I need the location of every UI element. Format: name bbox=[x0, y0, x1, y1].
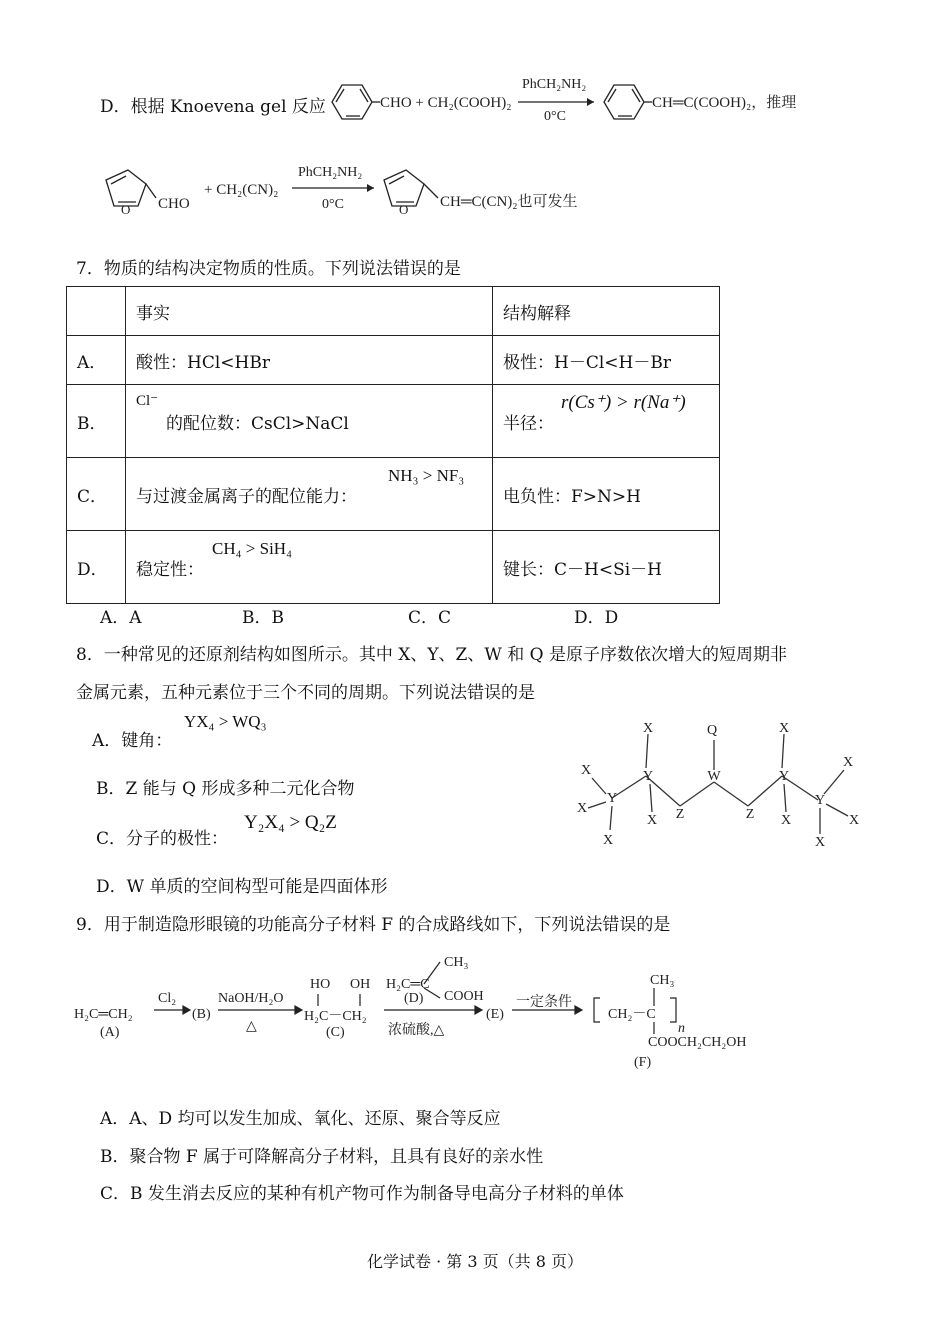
page-footer: 化学试卷 · 第 3 页（共 8 页） bbox=[367, 1252, 583, 1271]
q6d-eq2-product: CH═C(CN)₂也可发生 bbox=[440, 194, 578, 210]
q8-structure-diagram bbox=[568, 712, 868, 854]
scheme-f-ch3: CH₃ bbox=[650, 973, 675, 988]
q7-row-fact-cell bbox=[126, 458, 493, 531]
atom-x: X bbox=[580, 763, 592, 778]
q7-row-fact: 酸性：HCl<HBr bbox=[126, 336, 493, 385]
q7-header-fact: 事实 bbox=[126, 287, 493, 336]
q8-option-d: D．W 单质的空间构型可能是四面体形 bbox=[96, 877, 388, 897]
q7-row-label: D． bbox=[67, 531, 126, 604]
q7-row-explain: 极性：H－Cl<H－Br bbox=[493, 336, 720, 385]
scheme-f-n: n bbox=[678, 1021, 685, 1036]
scheme-b-label: (B) bbox=[192, 1007, 211, 1022]
q6d-equation-1 bbox=[322, 72, 822, 128]
q7-header-blank bbox=[67, 287, 126, 336]
scheme-ho: HO bbox=[310, 977, 331, 992]
scheme-d-ch3: CH₃ bbox=[444, 955, 469, 970]
q6d-prefix: D．根据 Knoevena gel 反应 bbox=[100, 97, 326, 117]
svg-text:O: O bbox=[121, 202, 131, 217]
q7-option-b: B．B bbox=[242, 608, 284, 628]
q9-synthesis-scheme bbox=[74, 948, 774, 1072]
scheme-c-label: (C) bbox=[326, 1025, 345, 1040]
q7-option-d: D．D bbox=[574, 608, 619, 628]
atom-x: X bbox=[646, 813, 658, 828]
q7-stem: 7．物质的结构决定物质的性质。下列说法错误的是 bbox=[76, 259, 461, 279]
atom-y: Y bbox=[814, 793, 826, 808]
scheme-acid: 浓硫酸,△ bbox=[388, 1023, 445, 1038]
atom-x: X bbox=[602, 833, 614, 848]
atom-z: Z bbox=[675, 807, 685, 822]
q7-row-explain: 半径： bbox=[503, 413, 554, 434]
q6d-eq1-product: CH═C(COOH)₂，推理 bbox=[652, 95, 797, 111]
atom-w: W bbox=[707, 769, 721, 784]
q7-header-explain: 结构解释 bbox=[493, 287, 720, 336]
q7-row-explain: 电负性：F>N>H bbox=[493, 458, 720, 531]
q8-option-a-formula: YX₄ > WQ₃ bbox=[184, 712, 267, 731]
scheme-oh: OH bbox=[350, 977, 371, 992]
q7-row-fact: 与过渡金属离子的配位能力： bbox=[136, 486, 357, 507]
scheme-d-cooh: COOH bbox=[444, 989, 484, 1004]
q9-option-a: A．A、D 均可以发生加成、氧化、还原、聚合等反应 bbox=[100, 1109, 501, 1129]
q8-option-a: A．键角： bbox=[92, 731, 173, 751]
scheme-a-formula: H₂C═CH₂ bbox=[74, 1007, 133, 1022]
q9-option-b: B．聚合物 F 属于可降解高分子材料，且具有良好的亲水性 bbox=[100, 1147, 544, 1167]
scheme-f-chain: CH₂－C bbox=[608, 1007, 656, 1022]
q8-stem-line1: 8．一种常见的还原剂结构如图所示。其中 X、Y、Z、W 和 Q 是原子序数依次增大的短周期非 bbox=[76, 645, 787, 665]
q8-option-c: C．分子的极性： bbox=[96, 829, 229, 849]
atom-x: X bbox=[842, 755, 854, 770]
q7-row-fact: 的配位数：CsCl>NaCl bbox=[166, 413, 349, 434]
q7-option-c: C．C bbox=[408, 608, 452, 628]
q7-row-fact-cell bbox=[126, 531, 493, 604]
q6d-catalyst: PhCH₂NH₂ bbox=[522, 77, 587, 92]
atom-y: Y bbox=[778, 769, 790, 784]
scheme-e-label: (E) bbox=[486, 1007, 504, 1022]
q6d-eq2-cho: CHO bbox=[158, 196, 190, 212]
scheme-c-formula: H₂C－CH₂ bbox=[304, 1009, 367, 1024]
scheme-cl2: Cl₂ bbox=[158, 991, 177, 1006]
q7-row-label: B． bbox=[67, 385, 126, 458]
q6d-eq1-reactant: CHO + CH₂(COOH)₂ bbox=[380, 95, 512, 111]
q7-row-explain: 键长：C－H<Si－H bbox=[493, 531, 720, 604]
q7-row-label: A． bbox=[67, 336, 126, 385]
q6d-eq2-reagent: + CH₂(CN)₂ bbox=[204, 182, 279, 198]
q7-option-a: A．A bbox=[100, 608, 142, 628]
q8-option-c-formula: Y₂X₄ > Q₂Z bbox=[244, 812, 337, 833]
q7-row-fact-formula: CH₄ > SiH₄ bbox=[212, 539, 293, 558]
atom-x: X bbox=[576, 801, 588, 816]
q9-option-c: C．B 发生消去反应的某种有机产物可作为制备导电高分子材料的单体 bbox=[100, 1184, 624, 1204]
atom-x: X bbox=[780, 813, 792, 828]
atom-y: Y bbox=[642, 769, 654, 784]
scheme-a-label: (A) bbox=[100, 1025, 120, 1040]
scheme-f-label: (F) bbox=[634, 1055, 652, 1070]
q6d-condition: 0°C bbox=[544, 109, 566, 124]
atom-z: Z bbox=[745, 807, 755, 822]
scheme-d-label: (D) bbox=[404, 991, 424, 1006]
scheme-delta: △ bbox=[246, 1019, 257, 1034]
q7-row-fact-formula: Cl⁻ bbox=[136, 393, 159, 409]
q7-row-label: C． bbox=[67, 458, 126, 531]
atom-y: Y bbox=[606, 791, 618, 806]
q8-stem-line2: 金属元素，五种元素位于三个不同的周期。下列说法错误的是 bbox=[76, 683, 535, 703]
q8-option-b: B．Z 能与 Q 形成多种二元化合物 bbox=[96, 779, 355, 799]
benzene-ring-icon bbox=[604, 85, 652, 119]
q7-table bbox=[66, 286, 720, 604]
atom-x: X bbox=[848, 813, 860, 828]
svg-text:O: O bbox=[399, 202, 409, 217]
q9-stem: 9．用于制造隐形眼镜的功能高分子材料 F 的合成路线如下，下列说法错误的是 bbox=[76, 915, 671, 935]
q6d-equation-2 bbox=[96, 158, 636, 220]
q6d-eq2-catalyst: PhCH₂NH₂ bbox=[298, 165, 363, 180]
atom-x: X bbox=[814, 835, 826, 850]
atom-x: X bbox=[642, 721, 654, 736]
atom-x: X bbox=[778, 721, 790, 736]
atom-q: Q bbox=[706, 723, 718, 738]
scheme-f-ester: COOCH₂CH₂OH bbox=[648, 1035, 747, 1050]
q7-row-explain-formula: r(Cs⁺) > r(Na⁺) bbox=[561, 392, 686, 413]
q7-row-fact: 稳定性： bbox=[136, 559, 204, 580]
q6d-eq2-condition: 0°C bbox=[322, 197, 344, 212]
benzene-ring-icon bbox=[332, 85, 380, 119]
furan-ring-icon bbox=[384, 170, 438, 206]
q7-row-fact-formula: NH₃ > NF₃ bbox=[388, 466, 465, 485]
scheme-naoh: NaOH/H₂O bbox=[218, 991, 284, 1006]
scheme-d-formula: H₂C═C bbox=[386, 977, 430, 992]
scheme-cond: 一定条件 bbox=[516, 995, 572, 1010]
furan-ring-icon bbox=[106, 170, 156, 206]
q7-row-fact-cell bbox=[126, 385, 493, 458]
q7-row-explain-cell bbox=[493, 385, 720, 458]
